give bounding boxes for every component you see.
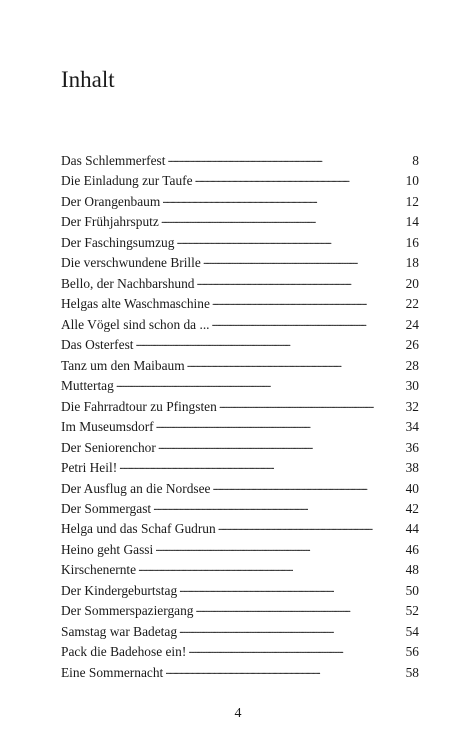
toc-entry-page: 38 bbox=[405, 460, 419, 476]
toc-entry-title: Die verschwundene Brille bbox=[61, 255, 201, 271]
toc-entry-title: Der Frühjahrsputz bbox=[61, 214, 159, 230]
toc-dot-leader bbox=[116, 376, 401, 390]
toc-entry-title: Bello, der Nachbarshund bbox=[61, 275, 195, 291]
toc-dot-leader bbox=[153, 499, 401, 513]
toc-entry-page: 46 bbox=[405, 541, 419, 557]
page-number: 4 bbox=[234, 706, 242, 721]
toc-entry-page: 10 bbox=[405, 173, 419, 189]
toc-entry-page: 30 bbox=[405, 378, 419, 394]
toc-entry-page: 32 bbox=[405, 398, 419, 414]
toc-entry-page: 56 bbox=[405, 644, 419, 660]
toc-entry bbox=[61, 581, 419, 601]
toc-entry-title: Helga und das Schaf Gudrun bbox=[61, 521, 216, 537]
toc-dot-leader bbox=[176, 233, 401, 247]
toc-entry bbox=[61, 212, 419, 232]
toc-entry-title: Heino geht Gassi bbox=[61, 541, 154, 557]
toc-dot-leader bbox=[196, 601, 401, 615]
toc-entry bbox=[61, 376, 419, 396]
toc-entry-title: Das Schlemmerfest bbox=[61, 153, 166, 168]
toc-entry bbox=[61, 601, 419, 621]
toc-dot-leader bbox=[212, 294, 401, 308]
toc-entry-page: 24 bbox=[405, 316, 419, 332]
toc-dot-leader bbox=[119, 458, 401, 472]
toc-entry bbox=[61, 458, 419, 478]
toc-dot-leader bbox=[168, 151, 402, 165]
toc-entry bbox=[61, 560, 419, 580]
toc-dot-leader bbox=[197, 274, 402, 288]
toc-entry-page: 40 bbox=[405, 480, 419, 496]
toc-entry bbox=[61, 171, 419, 191]
toc-entry bbox=[61, 397, 419, 417]
toc-dot-leader bbox=[188, 642, 401, 656]
toc-entry-page: 36 bbox=[405, 439, 419, 455]
toc-entry bbox=[61, 294, 419, 314]
toc-dot-leader bbox=[195, 171, 401, 185]
table-of-contents bbox=[61, 151, 419, 683]
toc-dot-leader bbox=[161, 212, 401, 226]
toc-entry-title: Eine Sommernacht bbox=[61, 664, 164, 680]
toc-dot-leader bbox=[179, 622, 401, 636]
toc-entry-title: Pack die Badehose ein! bbox=[61, 644, 187, 660]
toc-entry-title: Petri Heil! bbox=[61, 460, 118, 476]
toc-dot-leader bbox=[165, 663, 401, 677]
toc-entry bbox=[61, 417, 419, 437]
toc-entry bbox=[61, 274, 419, 294]
toc-dot-leader bbox=[158, 438, 401, 452]
toc-entry-page: 26 bbox=[405, 337, 419, 353]
toc-entry-title: Samstag war Badetag bbox=[61, 623, 178, 639]
toc-dot-leader bbox=[218, 519, 401, 533]
toc-entry-title: Der Seniorenchor bbox=[61, 439, 156, 455]
toc-entry bbox=[61, 356, 419, 376]
toc-dot-leader bbox=[179, 581, 401, 595]
toc-dot-leader bbox=[212, 315, 401, 329]
toc-entry-page: 54 bbox=[405, 623, 419, 639]
toc-entry-page: 20 bbox=[405, 275, 419, 291]
toc-entry bbox=[61, 233, 419, 253]
toc-entry-title: Der Kindergeburtstag bbox=[61, 582, 178, 598]
toc-dot-leader bbox=[156, 417, 401, 431]
toc-entry-page: 50 bbox=[405, 582, 419, 598]
toc-entry-page: 28 bbox=[405, 357, 419, 373]
toc-entry-page: 58 bbox=[405, 664, 419, 680]
toc-entry-title: Das Osterfest bbox=[61, 337, 134, 353]
toc-entry bbox=[61, 192, 419, 212]
toc-entry-page: 22 bbox=[405, 296, 419, 312]
toc-entry-title: Tanz um den Maibaum bbox=[61, 357, 185, 373]
toc-entry-page: 42 bbox=[405, 500, 419, 516]
toc-entry bbox=[61, 663, 419, 683]
toc-entry bbox=[61, 151, 419, 171]
toc-entry-title: Kirschenernte bbox=[61, 562, 137, 578]
toc-entry-page: 48 bbox=[405, 562, 419, 578]
toc-entry-page: 12 bbox=[405, 193, 419, 209]
toc-entry-page: 14 bbox=[405, 214, 419, 230]
toc-dot-leader bbox=[203, 253, 401, 267]
toc-dot-leader bbox=[187, 356, 401, 370]
toc-entry bbox=[61, 438, 419, 458]
toc-dot-leader bbox=[162, 192, 401, 206]
toc-entry-title: Die Einladung zur Taufe bbox=[61, 173, 193, 189]
toc-dot-leader bbox=[213, 479, 402, 493]
toc-dot-leader bbox=[138, 560, 401, 574]
toc-entry bbox=[61, 622, 419, 642]
toc-entry bbox=[61, 540, 419, 560]
toc-entry-title: Der Sommerspaziergang bbox=[61, 603, 194, 619]
toc-entry bbox=[61, 253, 419, 273]
page-title: Inhalt bbox=[61, 67, 115, 92]
toc-dot-leader bbox=[219, 397, 401, 411]
toc-entry-page: 52 bbox=[405, 603, 419, 619]
toc-entry-page: 16 bbox=[405, 234, 419, 250]
toc-entry-title: Der Sommergast bbox=[61, 500, 152, 516]
toc-entry-title: Die Fahrradtour zu Pfingsten bbox=[61, 398, 217, 414]
toc-entry bbox=[61, 479, 419, 499]
toc-entry-title: Der Orangenbaum bbox=[61, 193, 161, 209]
toc-entry-page: 44 bbox=[405, 521, 419, 537]
toc-dot-leader bbox=[136, 335, 401, 349]
toc-entry bbox=[61, 335, 419, 355]
toc-entry-title: Der Ausflug an die Nordsee bbox=[61, 480, 211, 496]
toc-entry bbox=[61, 642, 419, 662]
toc-entry-title: Alle Vögel sind schon da ... bbox=[61, 316, 210, 332]
toc-entry bbox=[61, 499, 419, 519]
toc-entry bbox=[61, 315, 419, 335]
toc-entry-title: Der Faschingsumzug bbox=[61, 234, 175, 250]
toc-entry-title: Muttertag bbox=[61, 378, 114, 394]
toc-dot-leader bbox=[155, 540, 401, 554]
toc-entry-title: Im Museumsdorf bbox=[61, 419, 154, 435]
toc-entry-page: 34 bbox=[405, 419, 419, 435]
toc-entry-page: 18 bbox=[405, 255, 419, 271]
toc-entry-title: Helgas alte Waschmaschine bbox=[61, 296, 210, 312]
toc-entry bbox=[61, 519, 419, 539]
toc-entry-page: 8 bbox=[412, 153, 419, 168]
